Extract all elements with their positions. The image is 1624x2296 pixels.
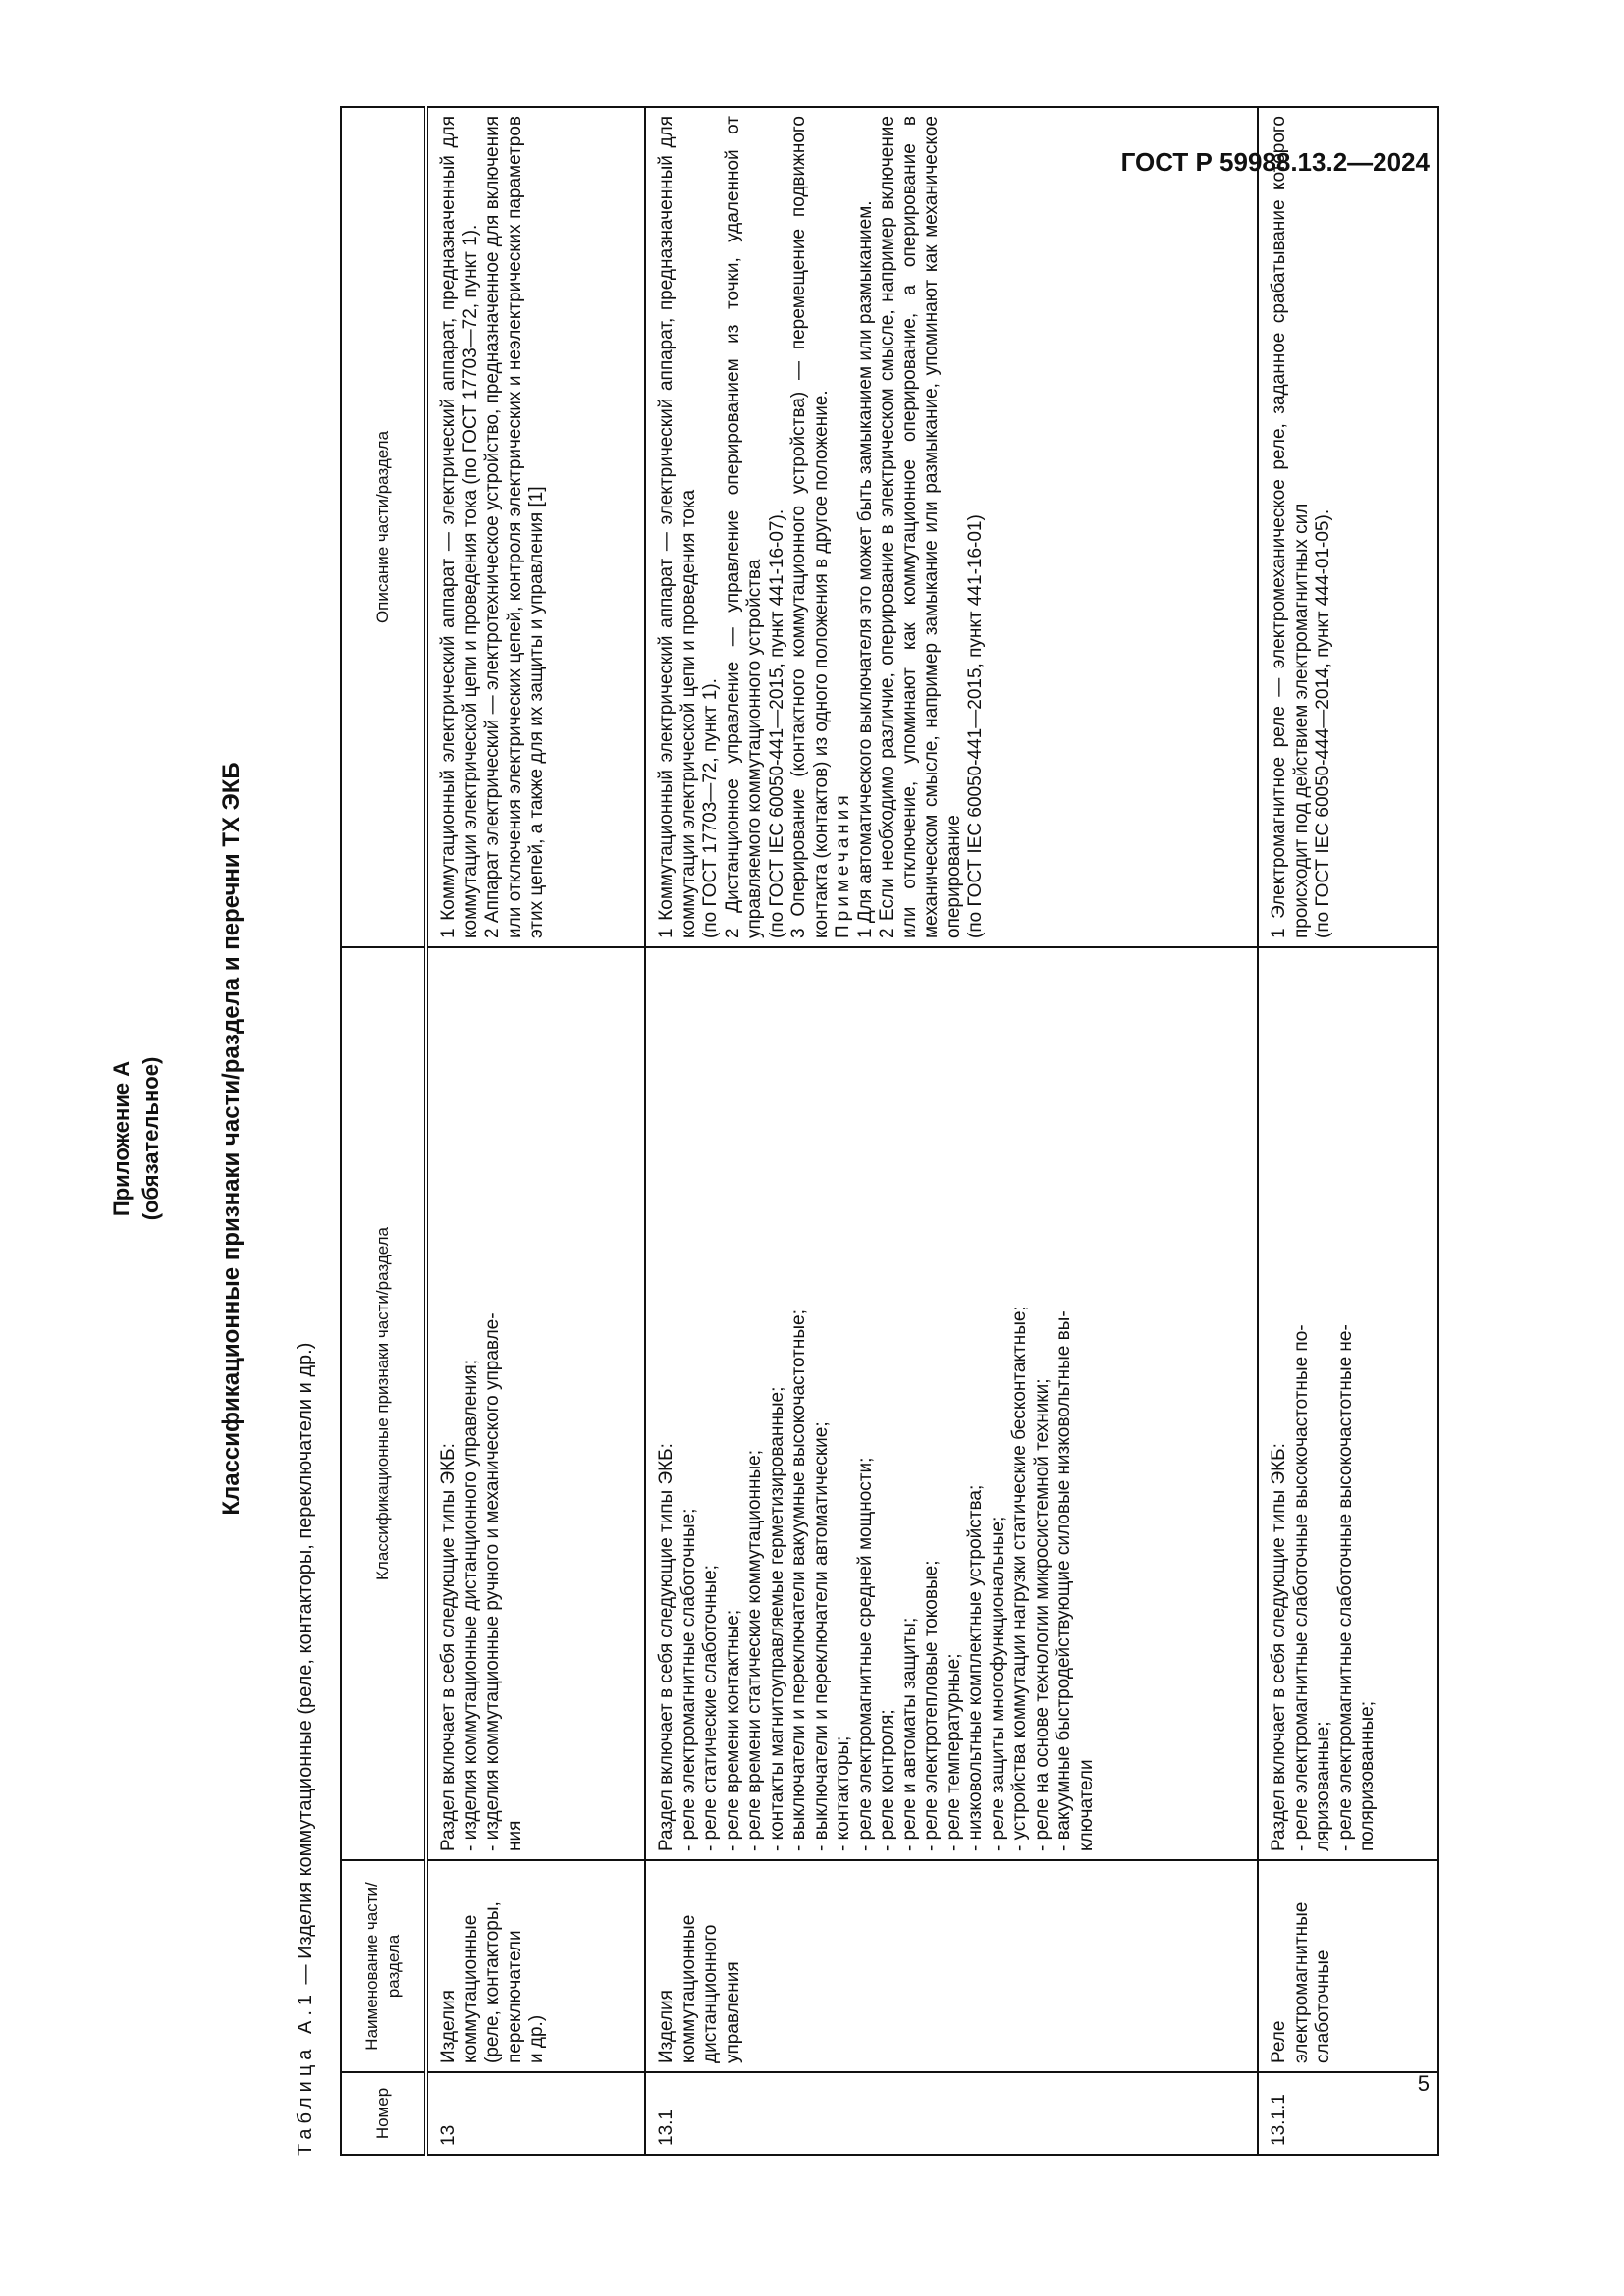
table-caption-label: Таблица А.1 bbox=[295, 1990, 316, 2156]
row-features: Раздел включает в себя следующие типы ЭКБ: - изделия коммутационные дистанционного управления; - изделия коммутационные ручного и механического управле- ния bbox=[426, 947, 645, 1860]
row-name: Изделия коммутационные дистанционного управления bbox=[645, 1860, 1258, 2072]
description-paragraph: 1 Коммутационный электрический аппарат — электрический аппарат, предназначенный для коммутации электрической цепи и проведения тока (по ГОСТ 17703—72, пункт 1). bbox=[438, 116, 481, 938]
description-paragraph: 2 Дистанционное управление — управление оперированием из точки, удаленной от управляемого коммутационного устройства bbox=[722, 116, 765, 938]
description-paragraph: (по ГОСТ IEC 60050-441—2015, пункт 441-16-07). bbox=[766, 508, 787, 938]
column-header-number: Номер bbox=[341, 2072, 426, 2155]
row-name: Реле электромагнитные слаботочные bbox=[1258, 1860, 1438, 2072]
description-paragraph: (по ГОСТ 17703—72, пункт 1). bbox=[700, 678, 721, 938]
standard-designation: ГОСТ Р 59988.13.2—2024 bbox=[1120, 147, 1430, 177]
table-caption bbox=[295, 1343, 317, 2156]
row-description bbox=[426, 107, 645, 947]
description-paragraph: 2 Если необходимо различие, оперирование в электрическом смысле, например включение или отключение, упоминают как коммутационное оперирование, а оперирование в механическом смысле, например замыкание или размыкание, упоминают как механическое оперирование bbox=[877, 116, 964, 938]
column-header-features: Классификационные признаки части/раздела bbox=[341, 947, 426, 1860]
description-paragraph: 2 Аппарат электрический — электротехническое устройство, предназначенное для включения или отключения электрических цепей, контроля электрических и неэлектрических параметров этих цепей, а также для их защиты и управления [1] bbox=[482, 116, 547, 938]
column-header-description: Описание части/раздела bbox=[341, 107, 426, 947]
row-number: 13 bbox=[426, 2072, 645, 2155]
description-paragraph: 3 Оперирование (контактного коммутационного устройства) — перемещение подвижного контакта (контактов) из одного положения в другое положение. bbox=[788, 116, 832, 938]
table-row bbox=[426, 107, 645, 2155]
row-features: Раздел включает в себя следующие типы ЭКБ: - реле электромагнитные слаботочные; - реле статические слаботочные; - реле времени контактные; - реле времени статические коммутационные; - контакты магнитоуправляемые герметизированные; - выключатели и переключатели вакуумные высокочастотные; - выключатели и переключатели автоматические; - контакторы; - реле электромагнитные средней мощности; - реле контроля; - реле и автоматы защиты; - реле электротепловые токовые; - реле температурные; - низковольтные комплектные устройства; - реле защиты многофункциональные; - устройства коммутации нагрузки статические бесконтактные; - реле на основе технологии микросистемной техники; - вакуумные быстродействующие силовые низковольтные вы- ключатели bbox=[645, 947, 1258, 1860]
notes-label: Примечания bbox=[833, 791, 853, 938]
row-description bbox=[1258, 107, 1438, 947]
description-paragraph: (по ГОСТ IEC 60050-444—2014, пункт 444-01-05). bbox=[1313, 508, 1333, 938]
row-features: Раздел включает в себя следующие типы ЭКБ: - реле электромагнитные слаботочные высокочастотные по- ляризованные; - реле электромагнитные слаботочные высокочастотные не- поляризованные; bbox=[1258, 947, 1438, 1860]
description-paragraph: 1 Для автоматического выключателя это может быть замыканием или размыканием. bbox=[854, 200, 876, 938]
row-name: Изделия коммутационные (реле, контакторы, переключатели и др.) bbox=[426, 1860, 645, 2072]
description-paragraph: 1 Коммутационный электрический аппарат — электрический аппарат, предназначенный для коммутации электрической цепи и проведения тока bbox=[656, 116, 699, 938]
section-title: Классификационные признаки части/раздела и перечни ТХ ЭКБ bbox=[218, 762, 244, 1516]
row-description bbox=[645, 107, 1258, 947]
page-number: 5 bbox=[1417, 2071, 1430, 2096]
table-row bbox=[645, 107, 1258, 2155]
table-row bbox=[1258, 107, 1438, 2155]
row-number: 13.1.1 bbox=[1258, 2072, 1438, 2155]
table-caption-text: — Изделия коммутационные (реле, контакторы, переключатели и др.) bbox=[295, 1342, 316, 1990]
classification-table bbox=[340, 106, 1439, 2156]
row-number: 13.1 bbox=[645, 2072, 1258, 2155]
description-paragraph: (по ГОСТ IEC 60050-441—2015, пункт 441-16-01) bbox=[965, 514, 986, 938]
table-header-row bbox=[341, 107, 426, 2155]
description-paragraph: 1 Электромагнитное реле — электромеханическое реле, заданное срабатывание которого происходит под действием электромагнитных сил bbox=[1269, 116, 1312, 938]
column-header-name: Наименование части/раздела bbox=[341, 1860, 426, 2072]
appendix-status: (обязательное) bbox=[138, 1056, 163, 1221]
appendix-title: Приложение А bbox=[109, 1060, 134, 1217]
